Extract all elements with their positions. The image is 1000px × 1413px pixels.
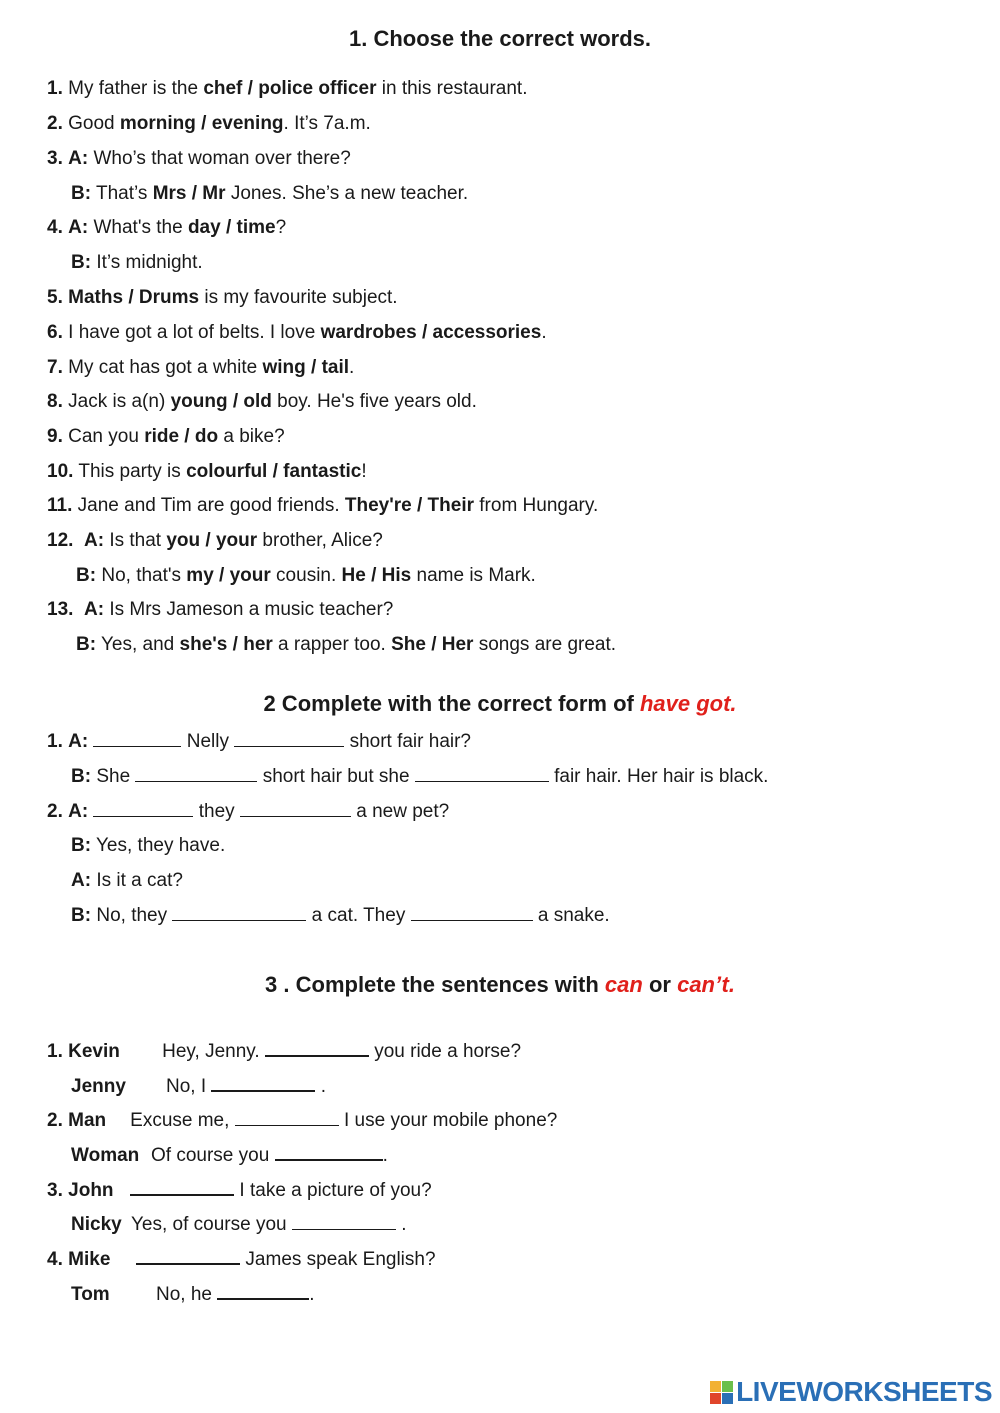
s3-item-3b: Nicky Yes, of course you . [71,1214,407,1235]
answer-blank[interactable] [240,816,351,817]
answer-blank[interactable] [235,1125,339,1126]
choice-words[interactable]: Mrs / Mr [152,183,226,204]
s3-item-3a: 3. John I take a picture of you? [47,1180,432,1201]
answer-blank[interactable] [265,1055,369,1057]
answer-blank[interactable] [411,920,533,921]
answer-blank[interactable] [217,1298,309,1300]
s1-item-8: 8. Jack is a(n) young / old boy. He's five years old. [47,391,477,412]
answer-blank[interactable] [130,1194,234,1196]
s1-item-11: 11. Jane and Tim are good friends. They're / Their from Hungary. [47,495,599,516]
s1-item-4b: B: It’s midnight. [71,252,203,273]
liveworksheets-logo-icon [710,1381,733,1404]
s1-item-4a: 4. A: What's the day / time? [47,217,287,238]
s3-item-1b: Jenny No, I . [71,1076,326,1097]
s2-item-2a: 2. A: they a new pet? [47,801,450,822]
choice-words[interactable]: ride / do [144,426,219,447]
s1-item-13a: 13. A: Is Mrs Jameson a music teacher? [47,599,394,620]
s2-item-2d: B: No, they a cat. They a snake. [71,905,610,926]
answer-blank[interactable] [234,746,344,747]
section1-title: 1. Choose the correct words. [349,26,651,51]
section2-title: 2 Complete with the correct form of have got. [263,691,737,716]
answer-blank[interactable] [93,746,181,747]
answer-blank[interactable] [135,781,257,782]
s1-item-7: 7. My cat has got a white wing / tail. [47,357,355,378]
s3-item-4a: 4. Mike James speak English? [47,1249,436,1270]
answer-blank[interactable] [211,1090,315,1092]
choice-words[interactable]: wing / tail [262,357,350,378]
choice-words[interactable]: you / your [166,530,258,551]
s1-item-12b: B: No, that's my / your cousin. He / His name is Mark. [76,565,536,586]
s1-item-5: 5. Maths / Drums is my favourite subject. [47,287,398,308]
s1-item-10: 10. This party is colourful / fantastic! [47,461,367,482]
s3-item-4b: Tom No, he . [71,1284,315,1305]
s3-item-1a: 1. Kevin Hey, Jenny. you ride a horse? [47,1041,522,1062]
s1-item-3b: B: That’s Mrs / Mr Jones. She’s a new teacher. [71,183,469,204]
choice-words[interactable]: They're / Their [344,495,474,516]
s2-item-2c: A: Is it a cat? [71,870,183,891]
choice-words[interactable]: young / old [170,391,272,412]
s3-item-2a: 2. Man Excuse me, I use your mobile phone? [47,1110,558,1131]
choice-words[interactable]: she's / her [179,634,273,655]
s1-item-6: 6. I have got a lot of belts. I love wardrobes / accessories. [47,322,547,343]
liveworksheets-logo [710,1376,992,1408]
choice-words[interactable]: colourful / fantastic [186,461,362,482]
choice-words[interactable]: my / your [186,565,271,586]
choice-words[interactable]: day / time [187,217,276,238]
answer-blank[interactable] [275,1159,383,1161]
choice-words[interactable]: chef / police officer [203,78,377,99]
choice-words[interactable]: He / His [341,565,412,586]
logo-text: LIVEWORKSHEETS [736,1376,992,1407]
s1-item-12a: 12. A: Is that you / your brother, Alice? [47,530,383,551]
s2-item-1b: B: She short hair but she fair hair. Her hair is black. [71,766,769,787]
choice-words[interactable]: Maths / Drums [68,287,200,308]
s1-item-2: 2. Good morning / evening. It’s 7a.m. [47,113,371,134]
answer-blank[interactable] [292,1229,396,1230]
answer-blank[interactable] [93,816,193,817]
s1-item-9: 9. Can you ride / do a bike? [47,426,285,447]
s1-item-3a: 3. A: Who’s that woman over there? [47,148,351,169]
answer-blank[interactable] [136,1263,240,1265]
choice-words[interactable]: wardrobes / accessories [320,322,542,343]
s1-item-13b: B: Yes, and she's / her a rapper too. She / Her songs are great. [76,634,617,655]
answer-blank[interactable] [172,920,306,921]
s2-item-1a: 1. A: Nelly short fair hair? [47,731,472,752]
s1-item-1: 1. My father is the chef / police officer in this restaurant. [47,78,528,99]
s3-item-2b: Woman Of course you . [71,1145,388,1166]
choice-words[interactable]: morning / evening [119,113,284,134]
section3-title: 3 . Complete the sentences with can or can’t. [265,972,735,997]
choice-words[interactable]: She / Her [391,634,474,655]
s2-item-2b: B: Yes, they have. [71,835,226,856]
answer-blank[interactable] [415,781,549,782]
